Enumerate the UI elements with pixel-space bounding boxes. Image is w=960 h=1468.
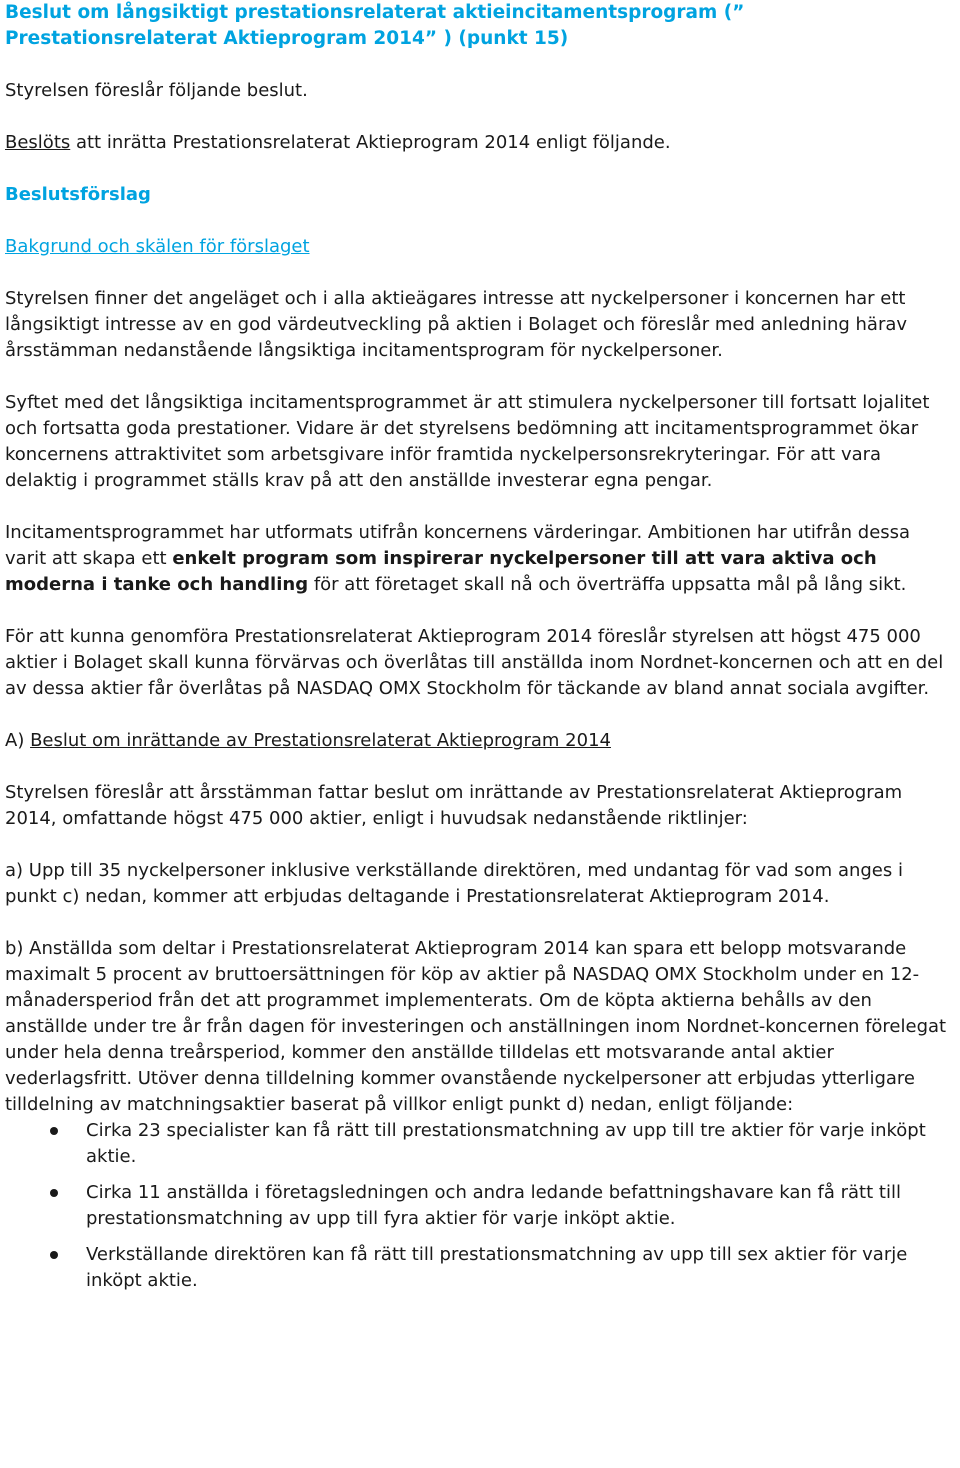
section-a-heading (5, 728, 954, 754)
decision-underlined: Beslöts (5, 132, 71, 153)
paragraph-2: Syftet med det långsiktiga incitamentsprogrammet är att stimulera nyckelpersoner till fortsatt lojalitet och fortsatta goda prestationer. Vidare är det styrelsens bedömning att incitamentsprogrammet ökar koncernens attraktivitet som arbetsgivare inför framtida nyckelpersonsrekryteringar. För att vara delaktig i programmet ställs krav på att den anställde investerar egna pengar. (5, 392, 930, 491)
section-heading: Beslutsförslag (5, 184, 151, 205)
bullet-text: Verkställande direktören kan få rätt till prestationsmatchning av upp till sex aktier för varje inköpt aktie. (86, 1244, 908, 1291)
paragraph-3-part-2: för att företaget skall nå och överträffa uppsatta mål på lång sikt. (308, 574, 907, 595)
item-a: a) Upp till 35 nyckelpersoner inklusive verkställande direktören, med undantag för vad som anges i punkt c) nedan, kommer att erbjudas deltagande i Prestationsrelaterat Aktieprogram 2014. (5, 860, 903, 907)
decision-rest: att inrätta Prestationsrelaterat Aktieprogram 2014 enligt följande. (70, 132, 671, 153)
bullet-list (5, 1118, 954, 1294)
item-b: b) Anställda som deltar i Prestationsrelaterat Aktieprogram 2014 kan spara ett belopp motsvarande maximalt 5 procent av bruttoersättningen för köp av aktier på NASDAQ OMX Stockholm under en 12-månadersperiod från det att programmet implementerats. Om de köpta aktierna behålls av den anställde under tre år från dagen för investeringen och anställningen inom Nordnet-koncernen förelegat under hela denna treårsperiod, kommer den anställde tilldelas ett motsvarande antal aktier vederlagsfritt. Utöver denna tilldelning kommer ovanstående nyckelpersoner att erbjudas ytterligare tilldelning av matchningsaktier baserat på villkor enligt punkt d) nedan, enligt följande: (5, 938, 947, 1115)
bullet-item (5, 1180, 954, 1232)
paragraph-4: För att kunna genomföra Prestationsrelaterat Aktieprogram 2014 föreslår styrelsen att högst 475 000 aktier i Bolaget skall kunna förvärvas och överlåtas till anställda inom Nordnet-koncernen och att en del av dessa aktier får överlåtas på NASDAQ OMX Stockholm för täckande av bland annat sociala avgifter. (5, 626, 944, 699)
bullet-item (5, 1242, 954, 1294)
intro-text: Styrelsen föreslår följande beslut. (5, 80, 308, 101)
decision-text (5, 130, 954, 156)
background-heading: Bakgrund och skälen för förslaget (5, 236, 310, 257)
section-a-title: Beslut om inrättande av Prestationsrelaterat Aktieprogram 2014 (30, 730, 611, 751)
section-a-prefix: A) (5, 730, 31, 751)
paragraph-3-part-1: Incitamentsprogrammet har utformats utifrån koncernens värderingar. Ambitionen har utifrån dessa varit att skapa ett (5, 522, 911, 569)
document-title: Beslut om långsiktigt prestationsrelaterat aktieincitamentsprogram (” Prestationsrelaterat Aktieprogram 2014” ) (punkt 15) (5, 2, 745, 49)
bullet-text: Cirka 11 anställda i företagsledningen och andra ledande befattningshavare kan få rätt till prestationsmatchning av upp till fyra aktier för varje inköpt aktie. (86, 1182, 901, 1229)
paragraph-5: Styrelsen föreslår att årsstämman fattar beslut om inrättande av Prestationsrelaterat Aktieprogram 2014, omfattande högst 475 000 aktier, enligt i huvudsak nedanstående riktlinjer: (5, 782, 903, 829)
paragraph-1: Styrelsen finner det angeläget och i alla aktieägares intresse att nyckelpersoner i koncernen har ett långsiktigt intresse av en god värdeutveckling på aktien i Bolaget och föreslår med anledning härav årsstämman nedanstående långsiktiga incitamentsprogram för nyckelpersoner. (5, 288, 908, 361)
paragraph-3-bold: enkelt program som inspirerar nyckelpersoner till att vara aktiva och moderna i tanke och handling (5, 548, 877, 595)
bullet-item (5, 1118, 954, 1170)
bullet-icon (50, 1189, 58, 1197)
bullet-text: Cirka 23 specialister kan få rätt till prestationsmatchning av upp till tre aktier för varje inköpt aktie. (86, 1120, 926, 1167)
bullet-icon (50, 1251, 58, 1259)
paragraph-3 (5, 520, 954, 598)
bullet-icon (50, 1127, 58, 1135)
